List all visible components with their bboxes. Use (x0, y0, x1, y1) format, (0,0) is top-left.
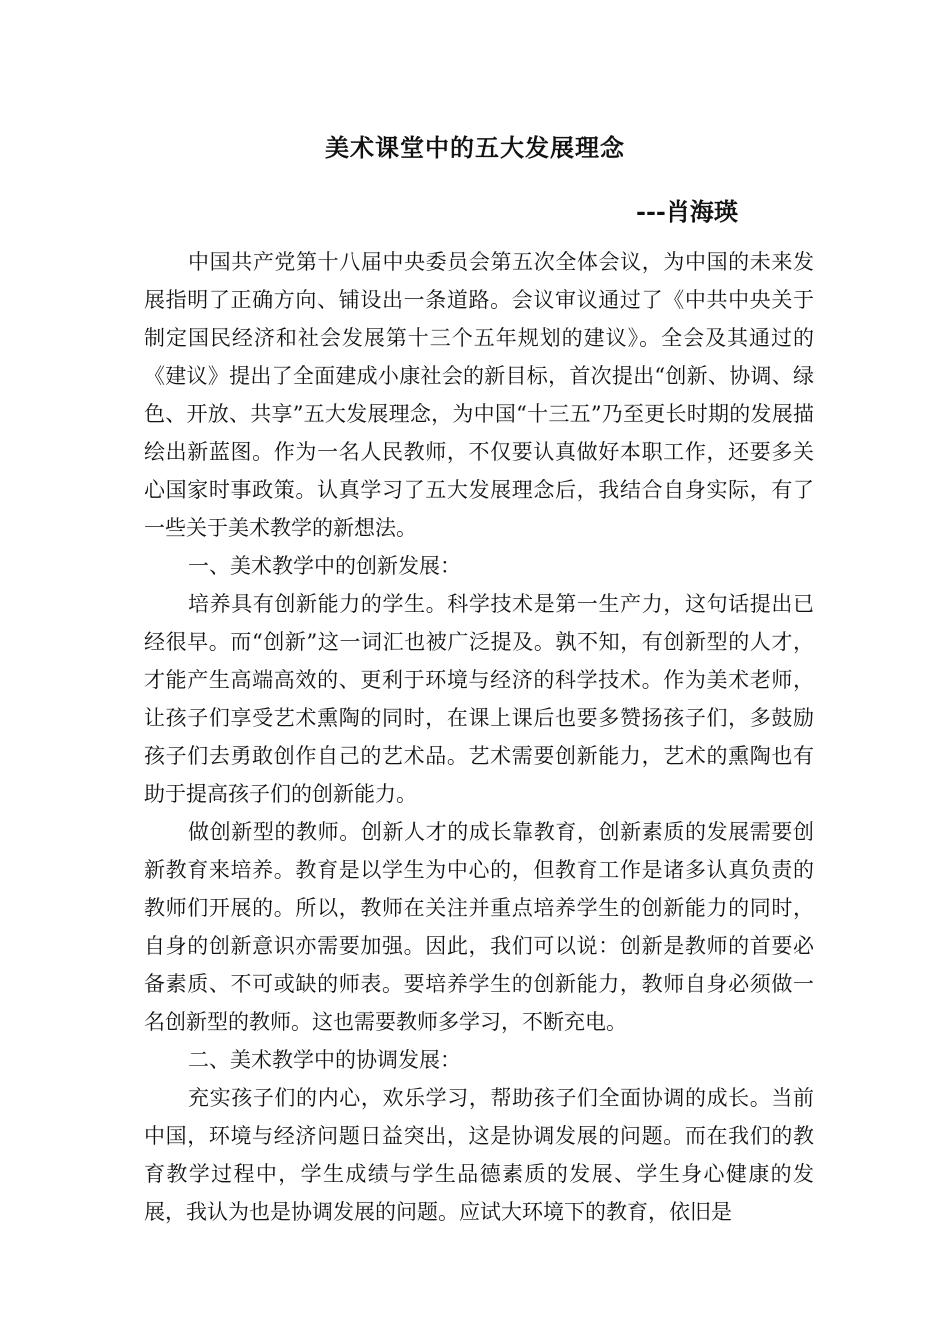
section-heading-coordination: 二、美术教学中的协调发展： (188, 1048, 461, 1072)
section-heading-innovation: 一、美术教学中的创新发展： (188, 554, 461, 578)
document-body (144, 243, 814, 1231)
document-title: 美术课堂中的五大发展理念 (325, 133, 625, 162)
paragraph-innovation-teachers: 做创新型的教师。创新人才的成长靠教育，创新素质的发展需要创新教育来培养。教育是以学生为中心的，但教育工作是诸多认真负责的教师们开展的。所以，教师在关注并重点培养学生的创新能力的同时，自身的创新意识亦需要加强。因此，我们可以说：创新是教师的首要必备素质、不可或缺的师表。要培养学生的创新能力，教师自身必须做一名创新型的教师。这也需要教师多学习，不断充电。 (144, 820, 814, 1034)
document-author: ---肖海瑛 (636, 197, 738, 226)
paragraph-innovation-students: 培养具有创新能力的学生。科学技术是第一生产力，这句话提出已经很早。而“创新”这一词汇也被广泛提及。孰不知，有创新型的人才，才能产生高端高效的、更利于环境与经济的科学技术。作为美术老师，让孩子们享受艺术熏陶的同时，在课上课后也要多赞扬孩子们，多鼓励孩子们去勇敢创作自己的艺术品。艺术需要创新能力，艺术的熏陶也有助于提高孩子们的创新能力。 (144, 592, 814, 806)
paragraph-intro: 中国共产党第十八届中央委员会第五次全体会议，为中国的未来发展指明了正确方向、铺设出一条道路。会议审议通过了《中共中央关于制定国民经济和社会发展第十三个五年规划的建议》。全会及其通过的《建议》提出了全面建成小康社会的新目标，首次提出“创新、协调、绿色、开放、共享”五大发展理念，为中国“十三五”乃至更长时期的发展描绘出新蓝图。作为一名人民教师，不仅要认真做好本职工作，还要多关心国家时事政策。认真学习了五大发展理念后，我结合自身实际，有了一些关于美术教学的新想法。 (144, 250, 814, 540)
paragraph-coordination: 充实孩子们的内心，欢乐学习，帮助孩子们全面协调的成长。当前中国，环境与经济问题日益突出，这是协调发展的问题。而在我们的教育教学过程中，学生成绩与学生品德素质的发展、学生身心健康的发展，我认为也是协调发展的问题。应试大环境下的教育，依旧是 (144, 1086, 814, 1224)
